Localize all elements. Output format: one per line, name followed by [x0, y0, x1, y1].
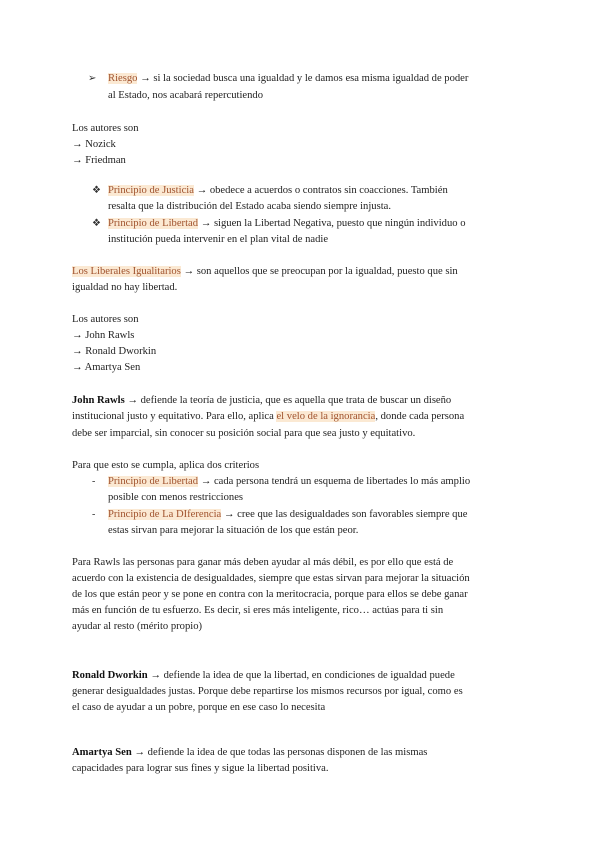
criterio-libertad-text: cada persona tendrá un esquema de libertades lo más amplio [213, 476, 471, 487]
liberales-line-2: igualdad no hay libertad. [72, 282, 178, 293]
dworkin-line-1 [72, 668, 455, 684]
arrow-icon: → [134, 747, 145, 758]
arrow-icon: → [183, 266, 195, 277]
arrow-icon: → [150, 670, 161, 681]
paragraph-line: Para Rawls las personas para ganar más deben ayudar al más débil, es por ello que está de [72, 557, 454, 568]
criterios-intro: Para que esto se cumpla, aplica dos criterios [72, 460, 260, 471]
dash-bullet-icon: - [92, 476, 96, 487]
criterio-libertad-term: Principio de Libertad [108, 476, 199, 487]
diamond-bullet-icon: ❖ [92, 218, 101, 229]
arrow-icon: → [200, 218, 212, 229]
rawls-name: John Rawls [72, 395, 125, 406]
arrow-icon: → [223, 509, 235, 520]
paragraph-line: ayudar al resto (mérito propio) [72, 621, 203, 632]
principio-libertad-line-2: institución pueda intervenir en el plan vital de nadie [108, 234, 329, 245]
riesgo-line-2: al Estado, nos acabará repercutiendo [108, 90, 264, 101]
sen-line-2: capacidades para lograr sus fines y sigue la libertad positiva. [72, 763, 329, 774]
principio-libertad-line-1 [108, 216, 466, 232]
autor-item: → Nozick [72, 139, 116, 150]
criterio-libertad-line-2: posible con menos restricciones [108, 492, 244, 503]
paragraph-line: de los que están peor y se pone en contra con la meritocracia, porque para ellos se debe ganar [72, 589, 468, 600]
autor-item: → Ronald Dworkin [72, 346, 157, 357]
dworkin-name: Ronald Dworkin [72, 670, 148, 681]
autor-item: → Friedman [72, 155, 126, 166]
dash-bullet-icon: - [92, 509, 96, 520]
autores-heading: Los autores son [72, 314, 139, 325]
criterio-diferencia-line-2: estas sirvan para mejorar la situación de los que están peor. [108, 525, 359, 536]
arrow-bullet-icon: ➢ [88, 73, 97, 84]
rawls-line-3: debe ser imparcial, sin conocer su posición social para que sea justo y equitativo. [72, 428, 416, 439]
rawls-text: defiende la teoría de justicia, que es aquella que trata de buscar un diseño [140, 395, 452, 406]
criterio-diferencia-line-1 [108, 507, 467, 523]
principio-justicia-text: obedece a acuerdos o contratos sin coacciones. También [209, 185, 448, 196]
sen-line-1 [72, 745, 427, 761]
liberales-text: son aquellos que se preocupan por la igualdad, puesto que sin [196, 266, 458, 277]
principio-libertad-term: Principio de Libertad [108, 218, 199, 229]
autores-heading: Los autores son [72, 123, 139, 134]
criterio-diferencia-term: Principio de La DIferencia [108, 509, 222, 520]
principio-justicia-line-2: resalta que la distribución del Estado acaba siendo siempre injusta. [108, 201, 392, 212]
principio-justicia-term: Principio de Justicia [108, 185, 194, 196]
velo-ignorancia-highlight: el velo de la ignorancia [276, 411, 376, 422]
criterio-diferencia-text: cree que las desigualdades son favorables siempre que [237, 509, 468, 520]
sen-text: defiende la idea de que todas las personas disponen de las mismas [147, 747, 428, 758]
riesgo-text: si la sociedad busca una igualdad y le damos esa misma igualdad de poder [153, 73, 469, 84]
dworkin-text: defiende la idea de que la libertad, en condiciones de igualdad puede [163, 670, 455, 681]
liberales-line-1 [72, 264, 458, 280]
rawls-text-a: institucional justo y equitativo. Para ello, aplica [72, 411, 274, 422]
rawls-line-2 [72, 409, 464, 425]
autor-item: → Amartya Sen [72, 362, 141, 373]
autor-item: → John Rawls [72, 330, 135, 341]
sen-name: Amartya Sen [72, 747, 132, 758]
dworkin-line-2: generar desigualdades justas. Porque debe repartirse los mismos recursos por igual, como es [72, 686, 463, 697]
riesgo-term: Riesgo [108, 73, 138, 84]
arrow-icon: → [200, 476, 212, 487]
principio-justicia-line-1 [108, 183, 448, 199]
rawls-line-1 [72, 393, 451, 409]
paragraph-line: acuerdo con la existencia de desigualdades, siempre que estas sirvan para mejorar la situación [72, 573, 470, 584]
rawls-text-b: , donde cada persona [375, 411, 465, 422]
arrow-icon: → [140, 73, 151, 84]
principio-libertad-text: siguen la Libertad Negativa, puesto que ningún individuo o [213, 218, 466, 229]
liberales-term: Los Liberales Igualitarios [72, 266, 181, 277]
criterio-libertad-line-1 [108, 474, 470, 490]
diamond-bullet-icon: ❖ [92, 185, 101, 196]
arrow-icon: → [127, 395, 138, 406]
riesgo-line-1 [108, 71, 468, 87]
arrow-icon: → [196, 185, 208, 196]
paragraph-line: más en función de tu esfuerzo. Es decir, si eres más inteligente, rico… actúas para ti sin [72, 605, 444, 616]
dworkin-line-3: el caso de ayudar a un pobre, porque en ese caso lo necesita [72, 702, 326, 713]
